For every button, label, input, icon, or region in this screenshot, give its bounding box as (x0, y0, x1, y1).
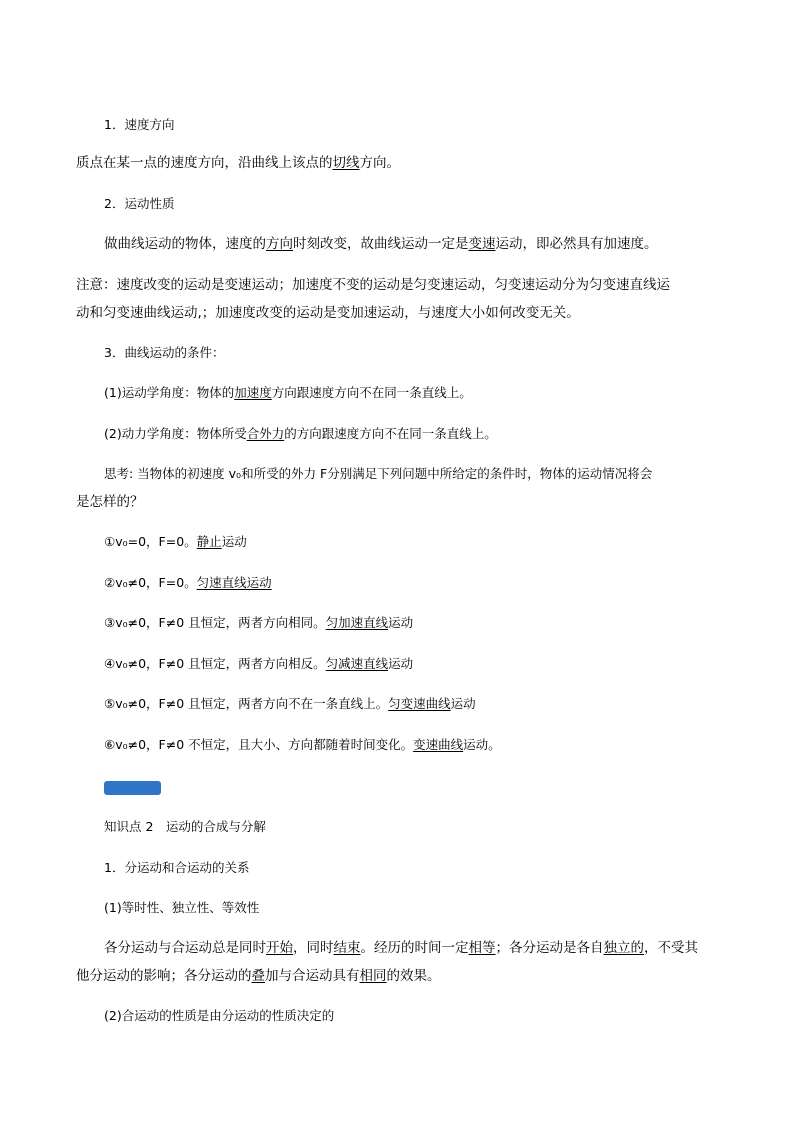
text: 加与合运动具有 (265, 968, 360, 984)
case-item (104, 735, 748, 755)
k2-subheading-1: (1)等时性、独立性、等效性 (104, 900, 260, 915)
underlined-answer: 相同 (359, 968, 387, 984)
think-question-line-2: 是怎样的？ (76, 494, 144, 510)
knowledge-point-2-title: 知识点 2 运动的合成与分解 (104, 819, 266, 834)
case-item (104, 573, 748, 593)
underlined-answer: 叠 (251, 968, 265, 984)
section-tag-bar (104, 781, 161, 795)
kinematics-condition (104, 383, 748, 403)
section-3-heading: 3．曲线运动的条件： (104, 345, 225, 360)
case-condition: ⑥v₀≠0，F≠0 不恒定，且大小、方向都随着时间变化。 (104, 737, 414, 752)
k2-paragraph-line-2 (76, 966, 720, 986)
text: ；各分运动是各自 (495, 940, 604, 956)
underlined-answer: 变速曲线 (413, 737, 464, 752)
text: 运动 (450, 696, 476, 711)
underlined-answer: 变速 (468, 236, 496, 252)
section-1-paragraph (76, 153, 720, 173)
underlined-answer: 加速度 (234, 385, 272, 400)
case-condition: ④v₀≠0，F≠0 且恒定，两者方向相反。 (104, 656, 326, 671)
section-1-heading: 1．速度方向 (104, 117, 175, 132)
text: ，不受其 (644, 940, 698, 956)
text: 的效果。 (386, 968, 441, 984)
text: 运动。 (463, 737, 501, 752)
underlined-answer: 相等 (468, 940, 496, 956)
text: 运动 (388, 615, 414, 630)
section-2-paragraph (104, 234, 748, 254)
think-question-line-1: 思考: 当物体的初速度 v₀和所受的外力 F分别满足下列问题中所给定的条件时，物体的运动情况将会 (104, 466, 653, 481)
text: 运动，即必然具有加速度。 (495, 236, 658, 252)
text: 运动 (221, 534, 247, 549)
text: 他分运动的影响；各分运动的 (76, 968, 252, 984)
underlined-answer: 独立的 (603, 940, 644, 956)
text: (1)运动学角度：物体的 (104, 385, 235, 400)
underlined-answer: 匀减速直线 (325, 656, 389, 671)
underlined-answer: 匀变速曲线 (388, 696, 451, 711)
note-line-2: 动和匀变速曲线运动,；加速度改变的运动是变加速运动，与速度大小如何改变无关。 (76, 305, 580, 321)
section-2-heading: 2．运动性质 (104, 196, 175, 211)
k2-heading-1: 1．分运动和合运动的关系 (104, 860, 250, 875)
dynamics-condition (104, 424, 748, 444)
underlined-answer: 切线 (332, 155, 360, 171)
case-condition: ①v₀=0，F=0。 (104, 534, 197, 549)
underlined-answer: 合外力 (246, 426, 285, 441)
k2-subheading-2: (2)合运动的性质是由分运动的性质决定的 (104, 1008, 335, 1023)
underlined-answer: 开始 (266, 940, 293, 956)
case-condition: ③v₀≠0，F≠0 且恒定，两者方向相同。 (104, 615, 326, 630)
text: 。经历的时间一定 (360, 940, 469, 956)
underlined-answer: 匀速直线运动 (196, 575, 272, 590)
case-condition: ②v₀≠0，F=0。 (104, 575, 197, 590)
underlined-answer: 静止 (196, 534, 222, 549)
text: 方向跟速度方向不在同一条直线上。 (271, 385, 472, 400)
k2-paragraph-line-1 (104, 938, 720, 958)
case-item (104, 694, 748, 714)
underlined-answer: 结束 (333, 940, 361, 956)
case-item (104, 532, 748, 552)
underlined-answer: 匀加速直线 (325, 615, 389, 630)
case-item (104, 654, 748, 674)
case-item (104, 613, 748, 633)
text: 时刻改变，故曲线运动一定是 (293, 236, 469, 252)
text: 做曲线运动的物体，速度的 (104, 236, 266, 252)
text: 运动 (388, 656, 414, 671)
text: 各分运动与合运动总是同时 (104, 940, 266, 956)
underlined-answer: 方向 (266, 236, 293, 252)
text: 质点在某一点的速度方向，沿曲线上该点的 (76, 155, 333, 171)
text: 的方向跟速度方向不在同一条直线上。 (284, 426, 497, 441)
text: ，同时 (293, 940, 334, 956)
text: (2)动力学角度：物体所受 (104, 426, 247, 441)
text: 方向。 (359, 155, 400, 171)
note-line-1: 注意：速度改变的运动是变速运动；加速度不变的运动是匀变速运动，匀变速运动分为匀变速直线运 (76, 277, 670, 293)
case-condition: ⑤v₀≠0，F≠0 且恒定，两者方向不在一条直线上。 (104, 696, 389, 711)
